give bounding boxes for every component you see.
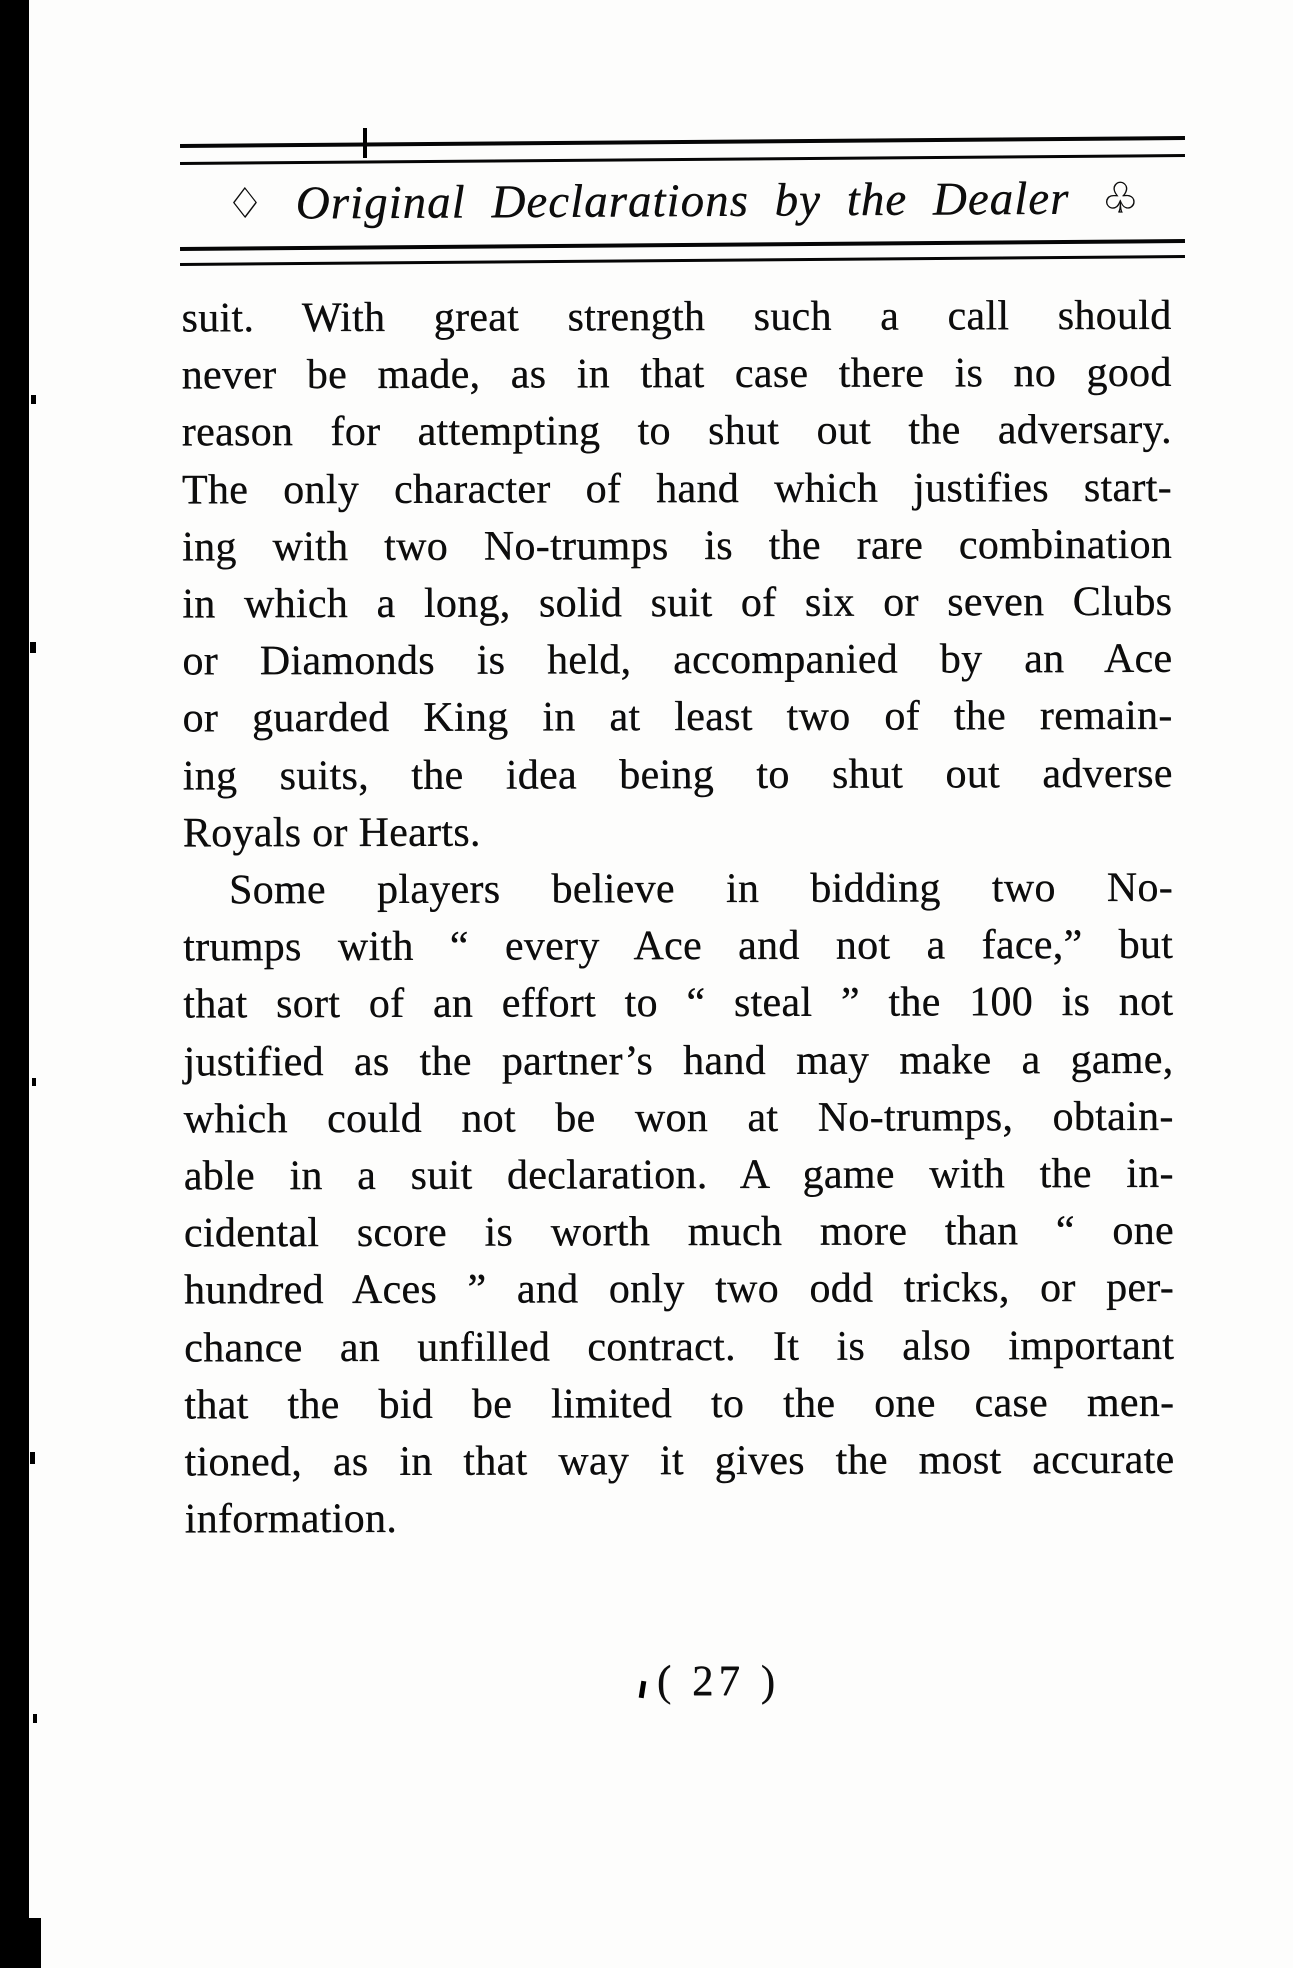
body-text (181, 288, 1174, 1549)
binding-shadow (0, 0, 29, 1968)
text-line: Royals or Hearts. (182, 809, 481, 857)
scan-speck (33, 1714, 37, 1723)
page-number-text: ( 27 ) (656, 1658, 781, 1705)
text-line: trumps with “ every Ace and not a face,” but (183, 921, 1174, 971)
page-number (183, 1652, 1173, 1712)
text-line: information. (184, 1496, 398, 1543)
text-line: Some players believe in bidding two No- (228, 864, 1173, 914)
double-rule-bottom-line2 (180, 255, 1185, 266)
text-line: able in a suit declaration. A game with the in- (183, 1150, 1174, 1200)
text-line: reason for attempting to shut out the adversary. (181, 407, 1172, 456)
text-line: ing with two No-trumps is the rare combination (181, 521, 1173, 571)
text-line: that the bid be limited to the one case men- (184, 1379, 1175, 1429)
page-header-title: Original Declarations by the Dealer (295, 172, 1070, 230)
diamond-suit-icon: ♢ (225, 178, 264, 228)
text-line: chance an unfilled contract. It is also important (184, 1322, 1175, 1371)
text-line: or Diamonds is held, accompanied by an Ace (182, 635, 1173, 685)
text-line: in which a long, solid suit of six or seven Clubs (182, 578, 1173, 628)
text-line: or guarded King in at least two of the remain- (182, 693, 1173, 742)
text-line: which could not be won at No-trumps, obtain- (183, 1093, 1174, 1143)
scan-speck (32, 1078, 36, 1086)
double-rule-top-line2 (180, 154, 1185, 165)
double-rule-top-line1 (180, 136, 1185, 148)
text-line: that sort of an effort to “ steal ” the 100 is not (183, 979, 1174, 1028)
text-line: The only character of hand which justifies start- (181, 464, 1172, 513)
text-line: hundred Aces ” and only two odd tricks, or per- (183, 1265, 1175, 1314)
text-line: never be made, as in that case there is no good (181, 349, 1172, 399)
header-title-row (180, 167, 1185, 235)
running-header (180, 0, 1185, 280)
double-rule-bottom-line1 (180, 239, 1185, 251)
binding-shadow-foot (0, 1918, 41, 1968)
club-suit-icon: ♧ (1101, 173, 1140, 223)
scan-speck (31, 395, 36, 404)
ink-speck (639, 1681, 647, 1699)
scan-speck (30, 1452, 35, 1464)
text-line: suit. With great strength such a call should (181, 292, 1172, 342)
text-line: cidental score is worth much more than “ one (183, 1207, 1174, 1257)
text-line: tioned, as in that way it gives the most accurate (184, 1436, 1175, 1486)
scan-speck (30, 642, 36, 653)
text-line: justified as the partner’s hand may make a game, (183, 1036, 1174, 1085)
text-line: ing suits, the idea being to shut out adverse (182, 750, 1173, 799)
